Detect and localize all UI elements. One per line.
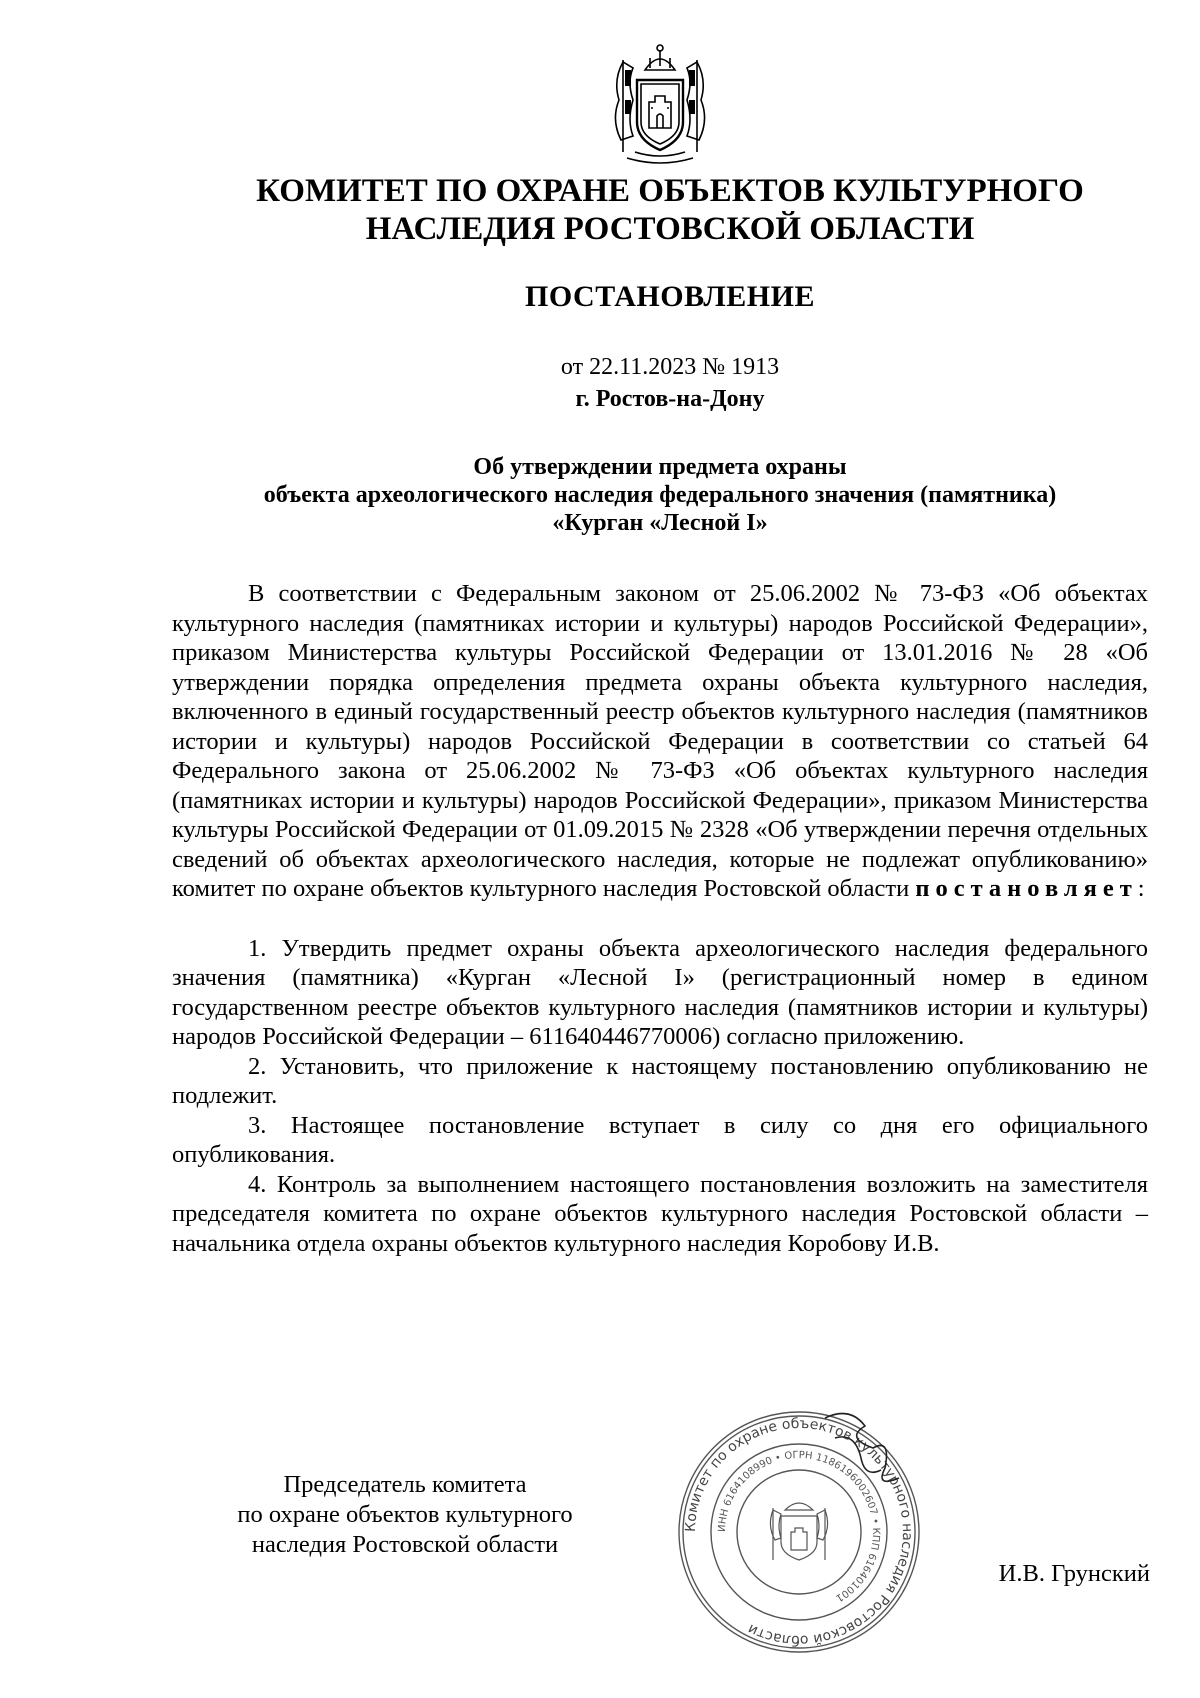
signatory-title — [195, 1470, 615, 1560]
coat-of-arms-icon — [605, 40, 715, 170]
document-date-number: от 22.11.2023 № 1913 — [560, 354, 780, 380]
org-line-1: КОМИТЕТ ПО ОХРАНЕ ОБЪЕКТОВ КУЛЬТУРНОГО — [256, 173, 1084, 209]
resolution-item-1: 1. Утвердить предмет охраны объекта археологического наследия федерального значения (памятника) «Курган «Лесной I» (регистрационный номер в едином государственном реестре объектов культурного наследия (памятников истории и культуры) народов Российской Федерации – 611640446770006) согласно приложению. — [172, 934, 1148, 1050]
official-seal-icon — [675, 1408, 923, 1656]
resolution-item-3: 3. Настоящее постановление вступает в силу со дня его официального опубликования. — [172, 1111, 1148, 1168]
resolution-item-4: 4. Контроль за выполнением настоящего постановления возложить на заместителя председателя комитета по охране объектов культурного наследия Ростовской области – начальника отдела охраны объектов культурного наследия Коробову И.В. — [172, 1170, 1148, 1257]
resolves-suffix: : — [1137, 875, 1145, 902]
seal-outer-text: Комитет по охране объектов культурного наследия Ростовской области — [682, 1415, 916, 1649]
title-line-2: объекта археологического наследия федерального значения (памятника) — [263, 482, 1057, 508]
document-body — [172, 579, 1148, 1258]
preamble-text: В соответствии с Федеральным законом от 25.06.2002 № 73-ФЗ «Об объектах культурного наследия (памятниках истории и культуры) народов Российской Федерации», приказом Министерства культуры Российской Федерации от 13.01.2016 № 28 «Об утверждении порядка определения предмета охраны объекта культурного наследия, включенного в единый государственный реестр объектов культурного наследия (памятников истории и культуры) народов Российской Федерации в соответствии со статьей 64 Федерального закона от 25.06.2002 № 73-ФЗ «Об объектах культурного наследия (памятниках истории и культуры) народов Российской Федерации», приказом Министерства культуры Российской Федерации от 01.09.2015 № 2328 «Об утверждении перечня отдельных сведений об объектах археологического наследия, которые не подлежат опубликованию» комитет по охране объектов культурного наследия Ростовской области — [172, 580, 1148, 902]
signatory-title-line-2: по охране объектов культурного — [237, 1501, 573, 1528]
title-line-3: «Курган «Лесной I» — [552, 510, 768, 536]
org-line-2: НАСЛЕДИЯ РОСТОВСКОЙ ОБЛАСТИ — [365, 211, 975, 247]
title-line-1: Об утверждении предмета охраны — [473, 454, 847, 480]
seal-inner-text: ИНН 6164108990 • ОГРН 1186196002607 • КПП 616401001 — [716, 1449, 882, 1604]
resolution-item-2: 2. Установить, что приложение к настоящему постановлению опубликованию не подлежит. — [172, 1052, 1148, 1109]
document-title — [160, 453, 1160, 537]
signatory-title-line-1: Председатель комитета — [283, 1471, 527, 1498]
preamble-paragraph — [172, 579, 1148, 904]
document-type: ПОСТАНОВЛЕНИЕ — [525, 280, 815, 313]
document-city: г. Ростов-на-Дону — [575, 386, 765, 412]
organization-name — [220, 172, 1120, 248]
resolves-word: постановляет — [915, 875, 1138, 902]
signatory-title-line-3: наследия Ростовской области — [251, 1531, 559, 1558]
signatory-name: И.В. Грунский — [998, 1560, 1150, 1587]
